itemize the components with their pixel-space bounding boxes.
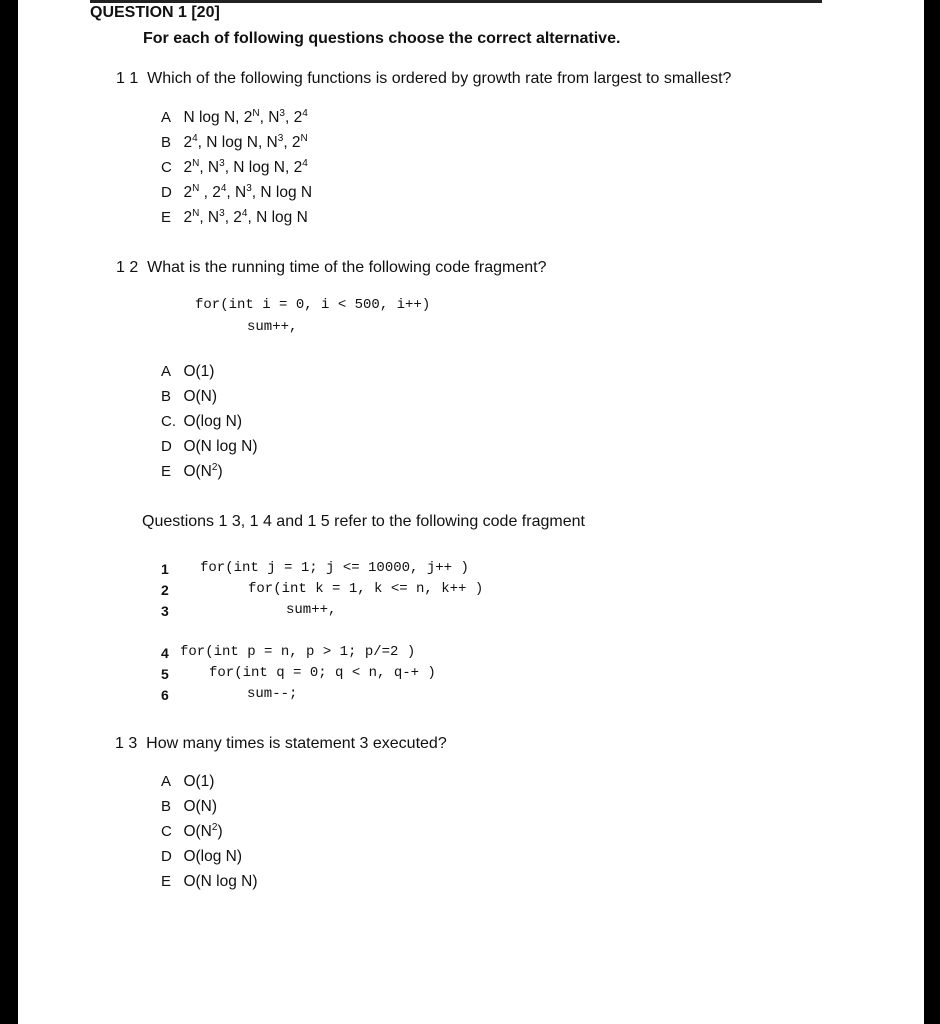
left-scan-border (0, 0, 18, 1024)
option-letter: A (161, 773, 172, 790)
option-text: O(1) (183, 773, 215, 790)
q12-prompt (116, 259, 546, 277)
q13-option-c[interactable] (161, 823, 223, 841)
q12-option-d[interactable] (161, 438, 258, 456)
option-letter: D (161, 184, 172, 201)
q13-option-a[interactable] (161, 773, 214, 791)
option-text: $2^N$, $N^3$, $2^4$, N log N (183, 208, 308, 226)
q12-option-a[interactable] (161, 363, 214, 381)
code-line: for(int k = 1, k <= n, k++ ) (248, 581, 484, 597)
option-text: $O(N^2)$ (183, 462, 223, 480)
code-line: for(int p = n, p > 1; p/=2 ) (180, 644, 416, 660)
option-letter: B (161, 134, 172, 151)
q12-number: 1 2 (116, 259, 139, 276)
right-scan-border (924, 0, 940, 1024)
exam-page (18, 0, 924, 1024)
option-letter: A (161, 363, 172, 380)
instruction-text: For each of following questions choose the correct alternative. (143, 30, 621, 47)
option-letter: E (161, 463, 172, 480)
q11-option-e[interactable] (161, 209, 308, 227)
code-line-number: 3 (161, 603, 169, 619)
option-letter: B (161, 798, 172, 815)
q12-option-e[interactable] (161, 463, 223, 481)
q12-code-line-2: sum++, (247, 319, 298, 335)
option-text: O(1) (183, 363, 215, 380)
q13-number: 1 3 (115, 735, 138, 752)
q11-text: Which of the following functions is ordered by growth rate from largest to smallest? (147, 70, 732, 87)
q11-option-d[interactable] (161, 184, 312, 202)
question-title: QUESTION 1 [20] (90, 4, 220, 21)
q11-option-b[interactable] (161, 134, 308, 152)
option-text: O(N) (183, 798, 218, 815)
q13-option-e[interactable] (161, 873, 258, 891)
option-letter: E (161, 209, 172, 226)
option-text: O(log N) (183, 413, 243, 430)
option-letter: C (161, 823, 172, 840)
q12-option-b[interactable] (161, 388, 217, 406)
option-text: N log N, $2^N$, $N^3$, $2^4$ (183, 108, 308, 126)
option-letter: D (161, 438, 172, 455)
option-letter: E (161, 873, 172, 890)
fragment-intro: Questions 1 3, 1 4 and 1 5 refer to the following code fragment (142, 513, 585, 530)
code-line-number: 4 (161, 645, 169, 661)
code-line-number: 6 (161, 687, 169, 703)
option-letter: A (161, 109, 172, 126)
code-line: sum++, (286, 602, 337, 618)
q13-text: How many times is statement 3 executed? (146, 735, 447, 752)
q13-prompt (115, 735, 447, 753)
option-letter: C (161, 159, 172, 176)
option-text: $2^N$, $N^3$, N log N, $2^4$ (183, 158, 308, 176)
option-text: $O(N^2)$ (183, 822, 223, 840)
code-line-number: 1 (161, 561, 169, 577)
code-line: for(int q = 0; q < n, q-+ ) (209, 665, 436, 681)
option-letter: B (161, 388, 172, 405)
top-rule (90, 0, 822, 3)
option-text: $2^4$, N log N, $N^3$, $2^N$ (183, 133, 308, 151)
q11-option-c[interactable] (161, 159, 308, 177)
q12-code-line-1: for(int i = 0, i < 500, i++) (195, 297, 431, 313)
q12-text: What is the running time of the following code fragment? (147, 259, 547, 276)
q11-prompt (116, 70, 731, 88)
code-line-number: 5 (161, 666, 169, 682)
q13-option-d[interactable] (161, 848, 242, 866)
option-text: $2^N$ , $2^4$, $N^3$, N log N (183, 183, 313, 201)
code-line-number: 2 (161, 582, 169, 598)
option-text: O(N log N) (183, 873, 258, 890)
code-line: for(int j = 1; j <= 10000, j++ ) (200, 560, 469, 576)
option-text: O(N) (183, 388, 218, 405)
option-text: O(log N) (183, 848, 243, 865)
code-line: sum--; (247, 686, 298, 702)
option-letter: C. (161, 413, 176, 430)
q11-number: 1 1 (116, 70, 139, 87)
q12-option-c[interactable] (161, 413, 242, 431)
q11-option-a[interactable] (161, 109, 308, 127)
q13-option-b[interactable] (161, 798, 217, 816)
option-letter: D (161, 848, 172, 865)
option-text: O(N log N) (183, 438, 258, 455)
